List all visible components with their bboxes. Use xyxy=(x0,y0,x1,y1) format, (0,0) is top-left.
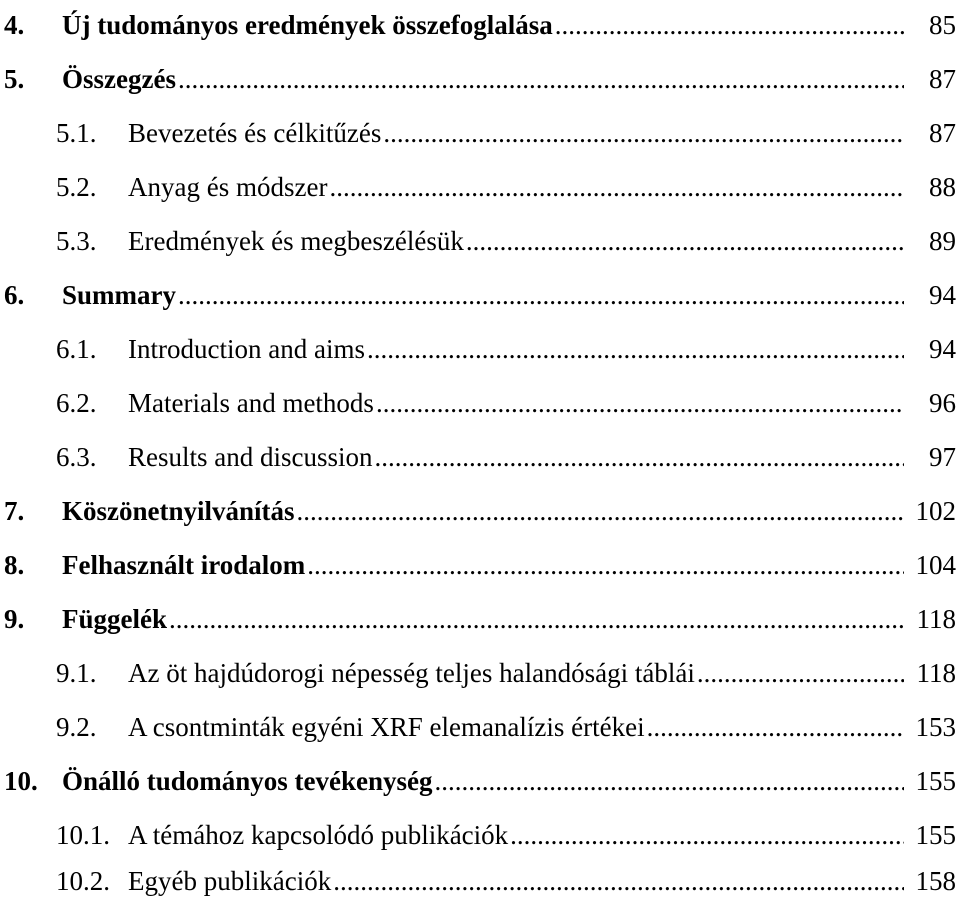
toc-entry[interactable] xyxy=(0,600,960,638)
toc-dot-leader xyxy=(305,546,904,584)
toc-entry-title: Felhasznált irodalom xyxy=(62,550,306,580)
toc-dot-leader xyxy=(464,222,904,260)
toc-entry-number: 5. xyxy=(4,64,25,94)
toc-entry-title: Egyéb publikációk xyxy=(128,866,332,896)
toc-dot-leader xyxy=(176,60,904,98)
toc-entry-number: 10. xyxy=(4,766,38,796)
toc-entry-page: 102 xyxy=(915,496,956,526)
toc-entry[interactable] xyxy=(0,168,960,206)
toc-entry-title: Results and discussion xyxy=(128,442,373,472)
toc-entry-page: 155 xyxy=(915,766,956,796)
toc-entry-page: 89 xyxy=(929,226,956,256)
toc-entry-title: Az öt hajdúdorogi népesség teljes halandósági táblái xyxy=(128,658,695,688)
toc-entry-page: 96 xyxy=(929,388,956,418)
toc-dot-leader xyxy=(176,276,904,314)
toc-entry-page: 85 xyxy=(929,10,956,40)
toc-entry-number: 10.2. xyxy=(56,866,110,896)
toc-entry-page: 118 xyxy=(916,604,956,634)
toc-entry-title: Összegzés xyxy=(62,64,176,94)
toc-entry[interactable] xyxy=(0,330,960,368)
toc-entry[interactable] xyxy=(0,6,960,44)
toc-entry[interactable] xyxy=(0,222,960,260)
toc-entry-page: 94 xyxy=(929,280,956,310)
toc-entry-title: A csontminták egyéni XRF elemanalízis értékei xyxy=(128,712,645,742)
toc-entry-number: 6.2. xyxy=(56,388,97,418)
toc-entry-number: 7. xyxy=(4,496,25,526)
toc-dot-leader xyxy=(167,600,904,638)
toc-entry-page: 104 xyxy=(915,550,956,580)
toc-entry-page: 88 xyxy=(929,172,956,202)
toc-dot-leader xyxy=(695,654,904,692)
toc-entry-title: Új tudományos eredmények összefoglalása xyxy=(62,10,553,40)
toc-dot-leader xyxy=(381,114,904,152)
toc-dot-leader xyxy=(373,438,904,476)
toc-entry[interactable] xyxy=(0,114,960,152)
toc-entry-page: 87 xyxy=(929,64,956,94)
toc-entry[interactable] xyxy=(0,546,960,584)
toc-entry-number: 5.2. xyxy=(56,172,97,202)
toc-entry-title: Függelék xyxy=(62,604,167,634)
toc-entry-number: 8. xyxy=(4,550,25,580)
toc-entry-number: 4. xyxy=(4,10,25,40)
toc-entry-title: Köszönetnyilvánítás xyxy=(62,496,295,526)
toc-entry-number: 6.3. xyxy=(56,442,97,472)
toc-entry[interactable] xyxy=(0,384,960,422)
toc-entry-title: Summary xyxy=(62,280,176,310)
toc-entry[interactable] xyxy=(0,60,960,98)
toc-entry-page: 155 xyxy=(915,820,956,850)
toc-dot-leader xyxy=(295,492,904,530)
toc-entry[interactable] xyxy=(0,708,960,746)
toc-dot-leader xyxy=(645,708,904,746)
toc-entry-number: 10.1. xyxy=(56,820,110,850)
toc-entry-page: 118 xyxy=(916,658,956,688)
toc-entry-page: 94 xyxy=(929,334,956,364)
toc-entry[interactable] xyxy=(0,654,960,692)
toc-entry-page: 153 xyxy=(915,712,956,742)
toc-dot-leader xyxy=(331,862,904,900)
toc-entry-page: 87 xyxy=(929,118,956,148)
toc-entry[interactable] xyxy=(0,862,960,900)
toc-entry-page: 97 xyxy=(929,442,956,472)
toc-dot-leader xyxy=(327,168,904,206)
toc-entry[interactable] xyxy=(0,816,960,854)
toc-entry[interactable] xyxy=(0,492,960,530)
toc-dot-leader xyxy=(365,330,904,368)
toc-entry-title: Introduction and aims xyxy=(128,334,365,364)
toc-entry-number: 9.1. xyxy=(56,658,97,688)
toc-entry-title: A témához kapcsolódó publikációk xyxy=(128,820,509,850)
toc-dot-leader xyxy=(508,816,904,854)
toc-entry-number: 6.1. xyxy=(56,334,97,364)
toc-entry-number: 9. xyxy=(4,604,25,634)
toc-entry[interactable] xyxy=(0,762,960,800)
toc-entry-page: 158 xyxy=(915,866,956,896)
toc-dot-leader xyxy=(433,762,904,800)
toc-entry-title: Eredmények és megbeszélésük xyxy=(128,226,464,256)
toc-entry-number: 5.1. xyxy=(56,118,97,148)
toc-dot-leader xyxy=(553,6,904,44)
toc-entry-number: 5.3. xyxy=(56,226,97,256)
toc-entry[interactable] xyxy=(0,438,960,476)
toc-entry-number: 6. xyxy=(4,280,25,310)
toc-entry-title: Bevezetés és célkitűzés xyxy=(128,118,382,148)
toc-entry-title: Anyag és módszer xyxy=(128,172,328,202)
toc-dot-leader xyxy=(374,384,904,422)
toc-entry-title: Materials and methods xyxy=(128,388,374,418)
toc-entry-title: Önálló tudományos tevékenység xyxy=(62,766,433,796)
toc-entry[interactable] xyxy=(0,276,960,314)
toc-entry-number: 9.2. xyxy=(56,712,97,742)
